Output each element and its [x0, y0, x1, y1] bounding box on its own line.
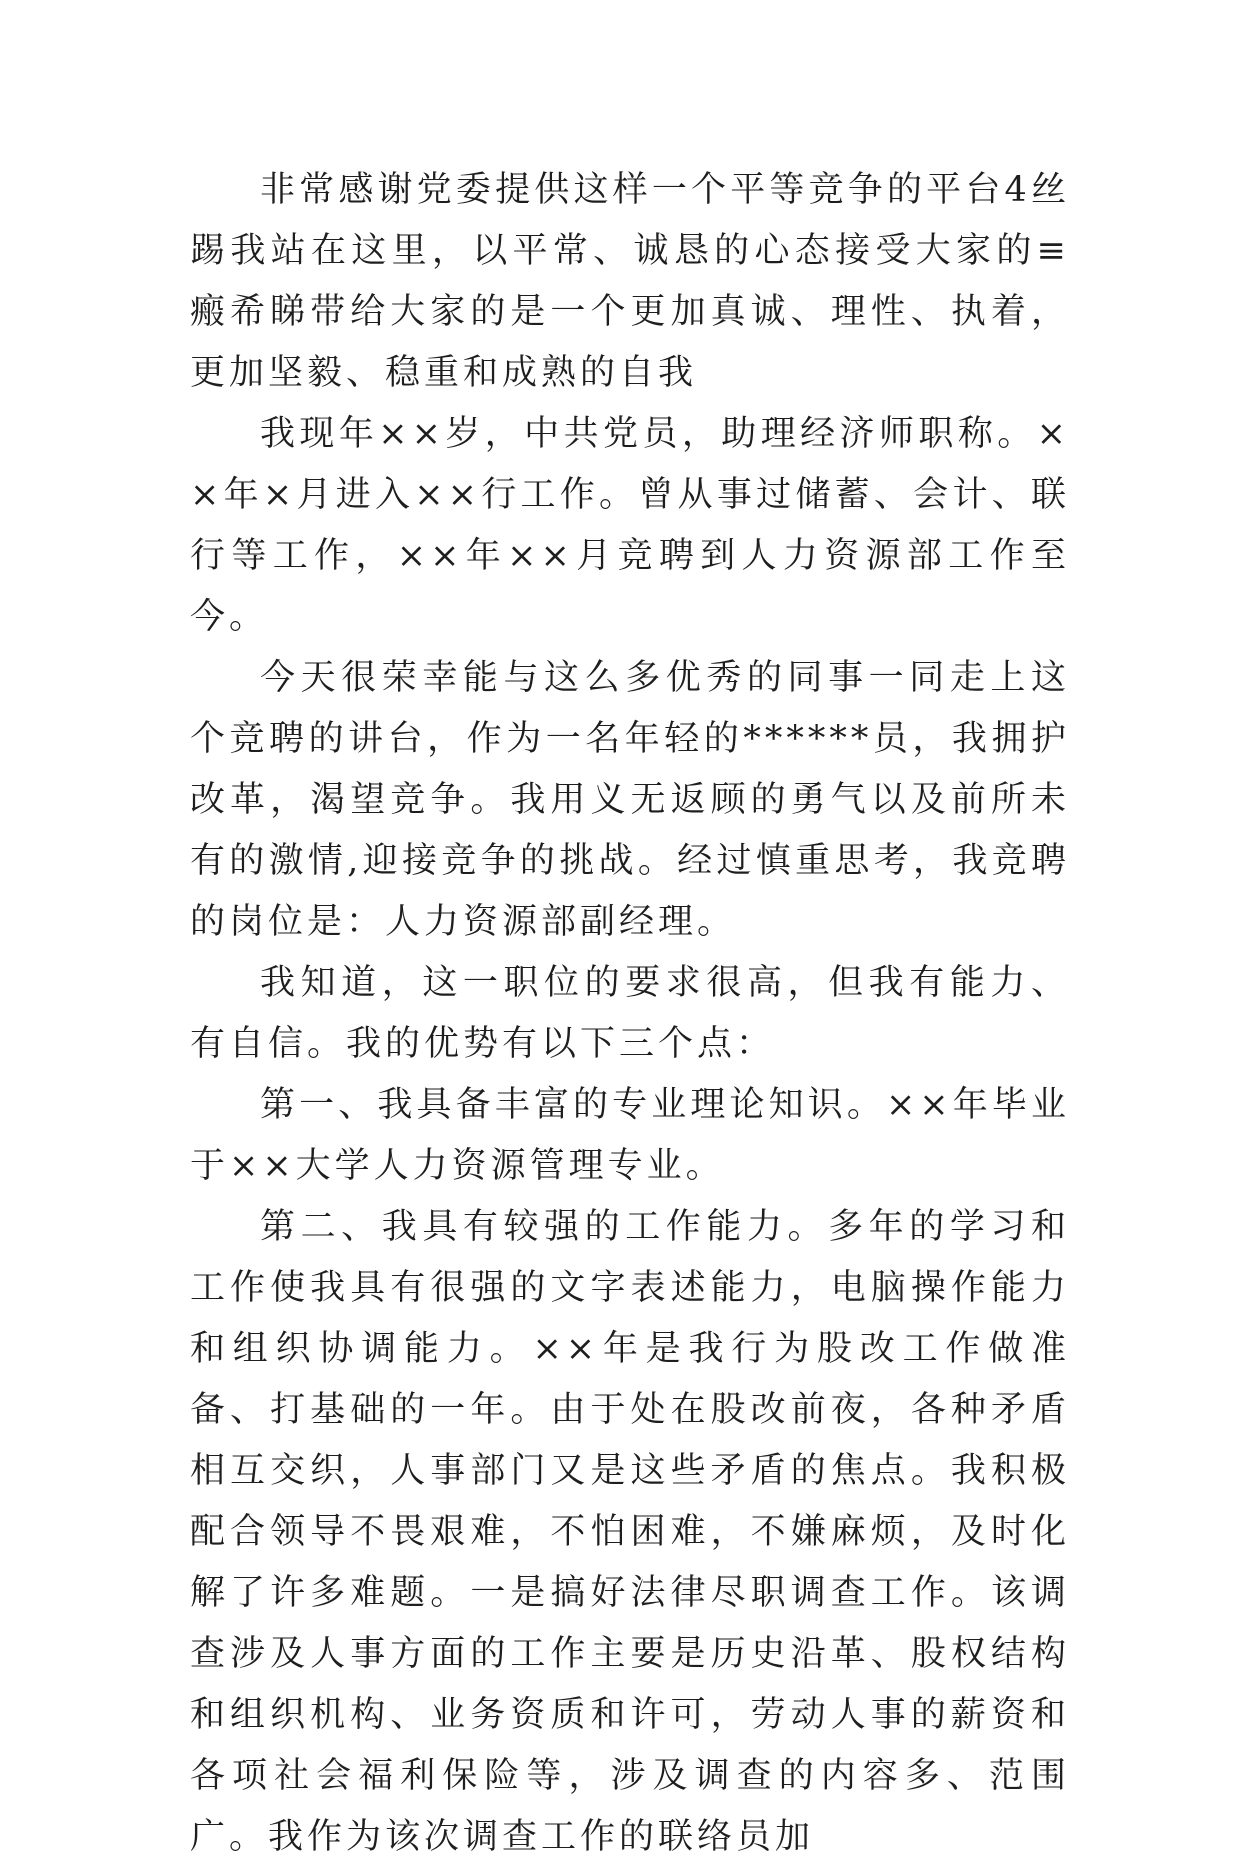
document-body: [190, 160, 1070, 1868]
paragraph-4: 我知道，这一职位的要求很高，但我有能力、有自信。我的优势有以下三个点：: [190, 963, 1070, 1064]
paragraph-5: 第一、我具备丰富的专业理论知识。××年毕业于××大学人力资源管理专业。: [190, 1085, 1070, 1186]
paragraph-3: 今天很荣幸能与这么多优秀的同事一同走上这个竞聘的讲台，作为一名年轻的******员，我拥护改革，渴望竞争。我用义无返顾的勇气以及前所未有的激情,迎接竞争的挑战。经过慎重思考，我竞聘的岗位是：人力资源部副经理。: [190, 658, 1070, 942]
paragraph-2: 我现年××岁，中共党员，助理经济师职称。××年×月进入××行工作。曾从事过储蓄、会计、联行等工作，××年××月竞聘到人力资源部工作至今。: [190, 414, 1070, 637]
paragraph-1: 非常感谢党委提供这样一个平等竞争的平台4丝踢我站在这里，以平常、诚恳的心态接受大家的≡瘢希睇带给大家的是一个更加真诚、理性、执着，更加坚毅、稳重和成熟的自我: [190, 170, 1070, 393]
paragraph-6: 第二、我具有较强的工作能力。多年的学习和工作使我具有很强的文字表述能力，电脑操作能力和组织协调能力。××年是我行为股改工作做准备、打基础的一年。由于处在股改前夜，各种矛盾相互交织，人事部门又是这些矛盾的焦点。我积极配合领导不畏艰难，不怕困难，不嫌麻烦，及时化解了许多难题。一是搞好法律尽职调查工作。该调查涉及人事方面的工作主要是历史沿革、股权结构和组织机构、业务资质和许可，劳动人事的薪资和各项社会福利保险等，涉及调查的内容多、范围广。我作为该次调查工作的联络员加: [190, 1207, 1070, 1857]
